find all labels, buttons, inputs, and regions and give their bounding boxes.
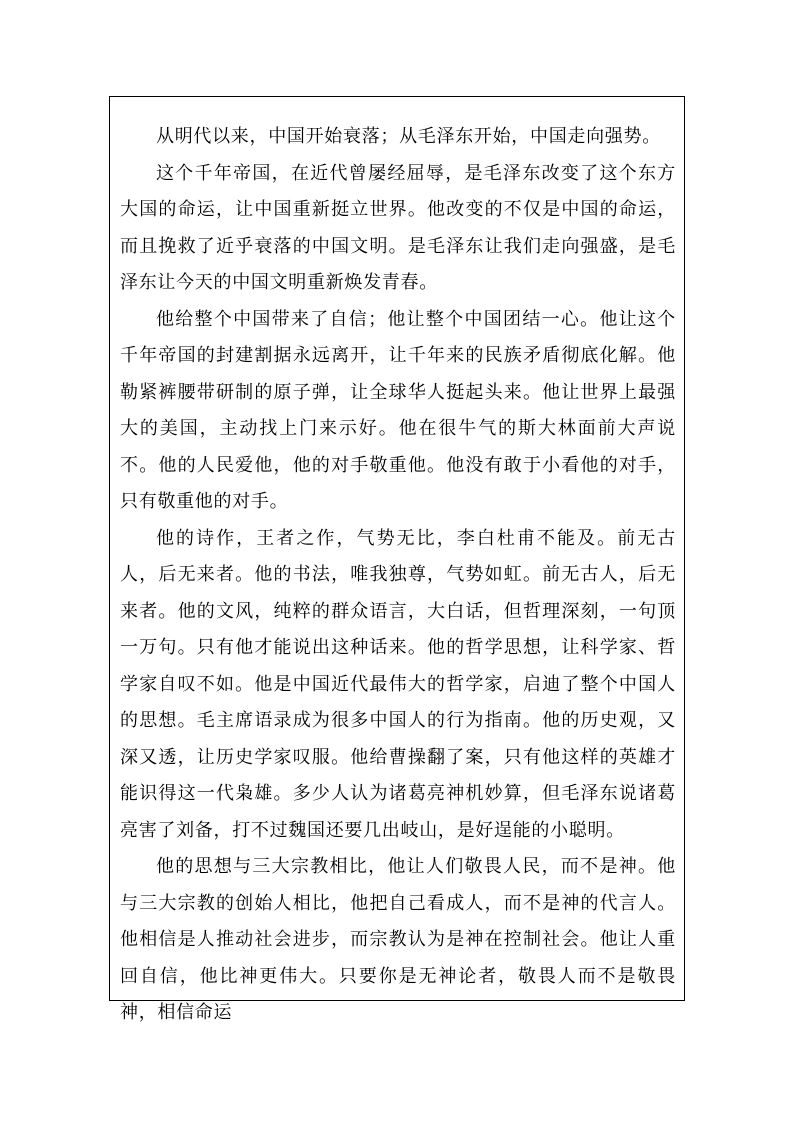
paragraph-1: 从明代以来，中国开始衰落；从毛泽东开始，中国走向强势。 [156, 126, 661, 147]
paragraph-5: 他的思想与三大宗教相比，他让人们敬畏人民，而不是神。他与三大宗教的创始人相比，他把自己看成人，而不是神的代言人。他相信是人推动社会进步，而宗教认为是神在控制社会。他让人重回自信，他比神更伟大。只要你是无神论者，敬畏人而不是敬畏神，相信命运 [120, 856, 676, 1023]
text-frame [109, 96, 685, 1023]
paragraph-4: 他的诗作，王者之作，气势无比，李白杜甫不能及。前无古人，后无来者。他的书法，唯我独尊，气势如虹。前无古人，后无来者。他的文风，纯粹的群众语言，大白话，但哲理深刻，一句顶一万句。只有他才能说出这种话来。他的哲学思想，让科学家、哲学家自叹不如。他是中国近代最伟大的哲学家，启迪了整个中国人的思想。毛主席语录成为很多中国人的行为指南。他的历史观，又深又透，让历史学家叹服。他给曹操翻了案，只有他这样的英雄才能识得这一代枭雄。多少人认为诸葛亮神机妙算，但毛泽东说诸葛亮害了刘备，打不过魏国还要几出岐山，是好逞能的小聪明。 [120, 527, 676, 841]
paragraph-2: 这个千年帝国，在近代曾屡经屈辱，是毛泽东改变了这个东方大国的命运，让中国重新挺立世界。他改变的不仅是中国的命运，而且挽救了近乎衰落的中国文明。是毛泽东让我们走向强盛，是毛泽东让今天的中国文明重新焕发青春。 [120, 162, 676, 293]
paragraph-3: 他给整个中国带来了自信；他让整个中国团结一心。他让这个千年帝国的封建割据永远离开，让千年来的民族矛盾彻底化解。他勒紧裤腰带研制的原子弹，让全球华人挺起头来。他让世界上最强大的美国，主动找上门来示好。他在很牛气的斯大林面前大声说不。他的人民爱他，他的对手敬重他。他没有敢于小看他的对手，只有敬重他的对手。 [120, 308, 676, 512]
